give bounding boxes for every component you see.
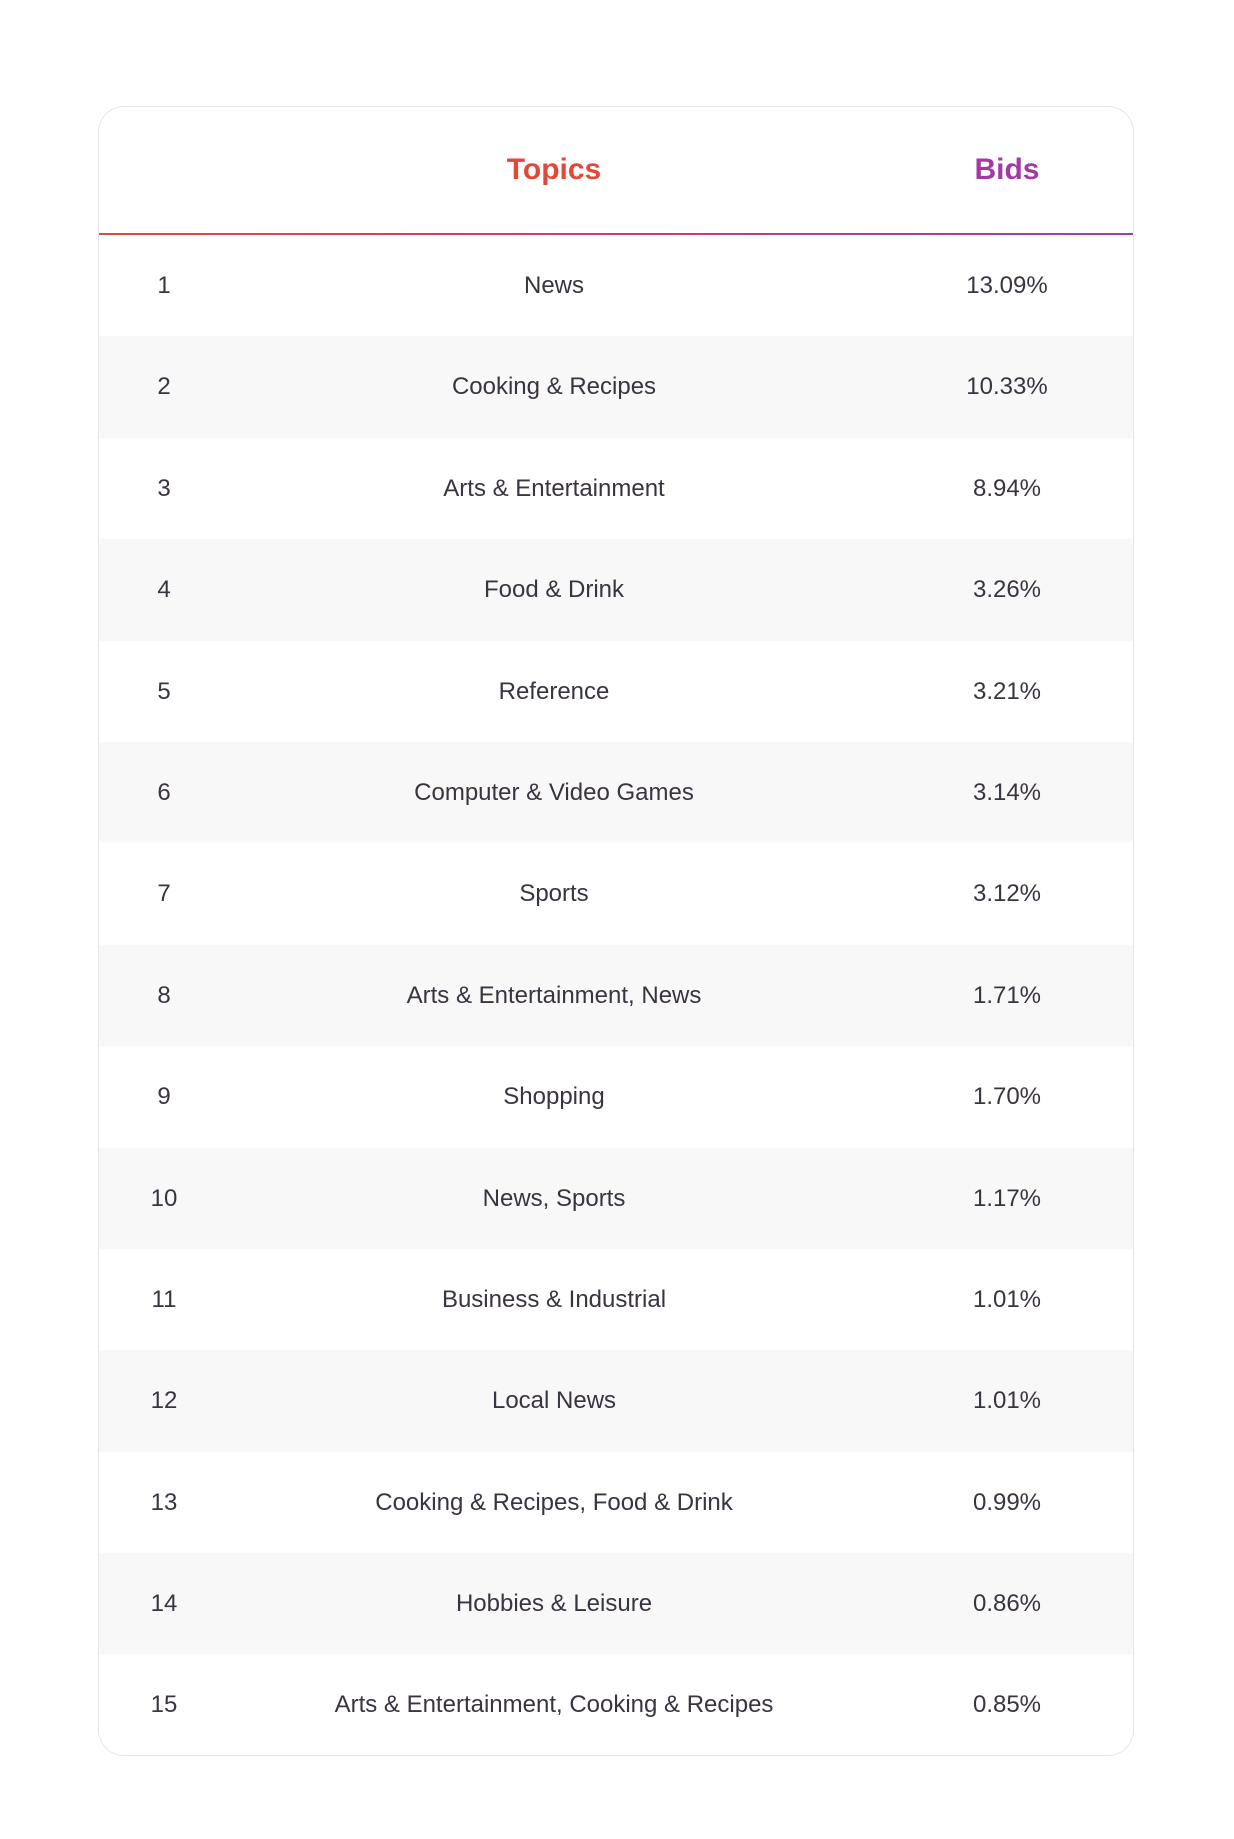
bid-cell: 1.01% — [972, 1387, 1042, 1415]
table-row — [99, 336, 1133, 437]
rank-cell: 13 — [150, 1488, 178, 1516]
table-row — [99, 1350, 1133, 1451]
rank-cell: 12 — [150, 1387, 178, 1415]
topic-cell: Reference — [498, 677, 610, 705]
topic-cell: Computer & Video Games — [414, 778, 694, 806]
bid-cell: 3.26% — [972, 576, 1042, 604]
bids-column-header: Bids — [974, 153, 1040, 186]
table-row — [99, 539, 1133, 640]
table-row — [99, 945, 1133, 1046]
rank-cell: 2 — [157, 373, 171, 401]
rank-cell: 6 — [157, 778, 171, 806]
table-row — [99, 1249, 1133, 1350]
topic-cell: Business & Industrial — [441, 1285, 667, 1313]
bid-cell: 0.99% — [972, 1488, 1042, 1516]
table-row — [99, 1452, 1133, 1553]
bid-cell: 10.33% — [966, 373, 1048, 401]
topic-cell: Food & Drink — [483, 576, 625, 604]
bid-cell: 3.12% — [972, 880, 1042, 908]
bid-cell: 1.17% — [972, 1184, 1042, 1212]
bid-cell: 8.94% — [972, 474, 1042, 502]
bid-cell: 1.70% — [972, 1083, 1042, 1111]
bid-cell: 0.85% — [972, 1691, 1042, 1719]
bid-cell: 1.01% — [972, 1285, 1042, 1313]
rank-cell: 8 — [157, 981, 171, 1009]
topic-cell: Local News — [491, 1387, 617, 1415]
table-row — [99, 235, 1133, 336]
table-row — [99, 1148, 1133, 1249]
topic-cell: News — [523, 272, 584, 299]
table-row — [99, 1553, 1133, 1654]
bid-cell: 3.21% — [972, 677, 1042, 705]
table-row — [99, 438, 1133, 539]
topic-cell: Arts & Entertainment — [443, 474, 665, 502]
topic-cell: Cooking & Recipes — [451, 373, 657, 401]
bid-cell: 13.09% — [966, 272, 1048, 299]
topic-cell: News, Sports — [482, 1184, 626, 1212]
topic-cell: Hobbies & Leisure — [455, 1590, 653, 1618]
rank-cell: 4 — [157, 576, 171, 604]
topic-cell: Shopping — [503, 1083, 605, 1111]
topic-cell: Arts & Entertainment, News — [406, 981, 702, 1009]
rank-cell: 11 — [151, 1285, 177, 1313]
rank-cell: 15 — [150, 1691, 178, 1719]
table-row — [99, 843, 1133, 944]
table-header — [99, 107, 1133, 235]
topic-cell: Cooking & Recipes, Food & Drink — [375, 1488, 733, 1516]
topics-table-card — [98, 106, 1134, 1756]
table-row — [99, 742, 1133, 843]
rank-cell: 1 — [157, 272, 171, 299]
rank-cell: 3 — [157, 474, 171, 502]
topics-column-header: Topics — [506, 153, 602, 186]
bid-cell: 0.86% — [972, 1590, 1042, 1618]
rank-cell: 9 — [157, 1083, 171, 1111]
rank-cell: 5 — [157, 677, 171, 705]
topic-cell: Arts & Entertainment, Cooking & Recipes — [334, 1691, 774, 1719]
rank-cell: 10 — [150, 1184, 178, 1212]
table-row — [99, 641, 1133, 742]
rank-cell: 7 — [157, 880, 171, 908]
bid-cell: 3.14% — [972, 778, 1042, 806]
bid-cell: 1.71% — [972, 981, 1042, 1009]
table-row — [99, 1654, 1133, 1755]
table-body — [99, 235, 1133, 1756]
topic-cell: Sports — [519, 880, 589, 908]
rank-cell: 14 — [150, 1590, 178, 1618]
table-row — [99, 1046, 1133, 1147]
